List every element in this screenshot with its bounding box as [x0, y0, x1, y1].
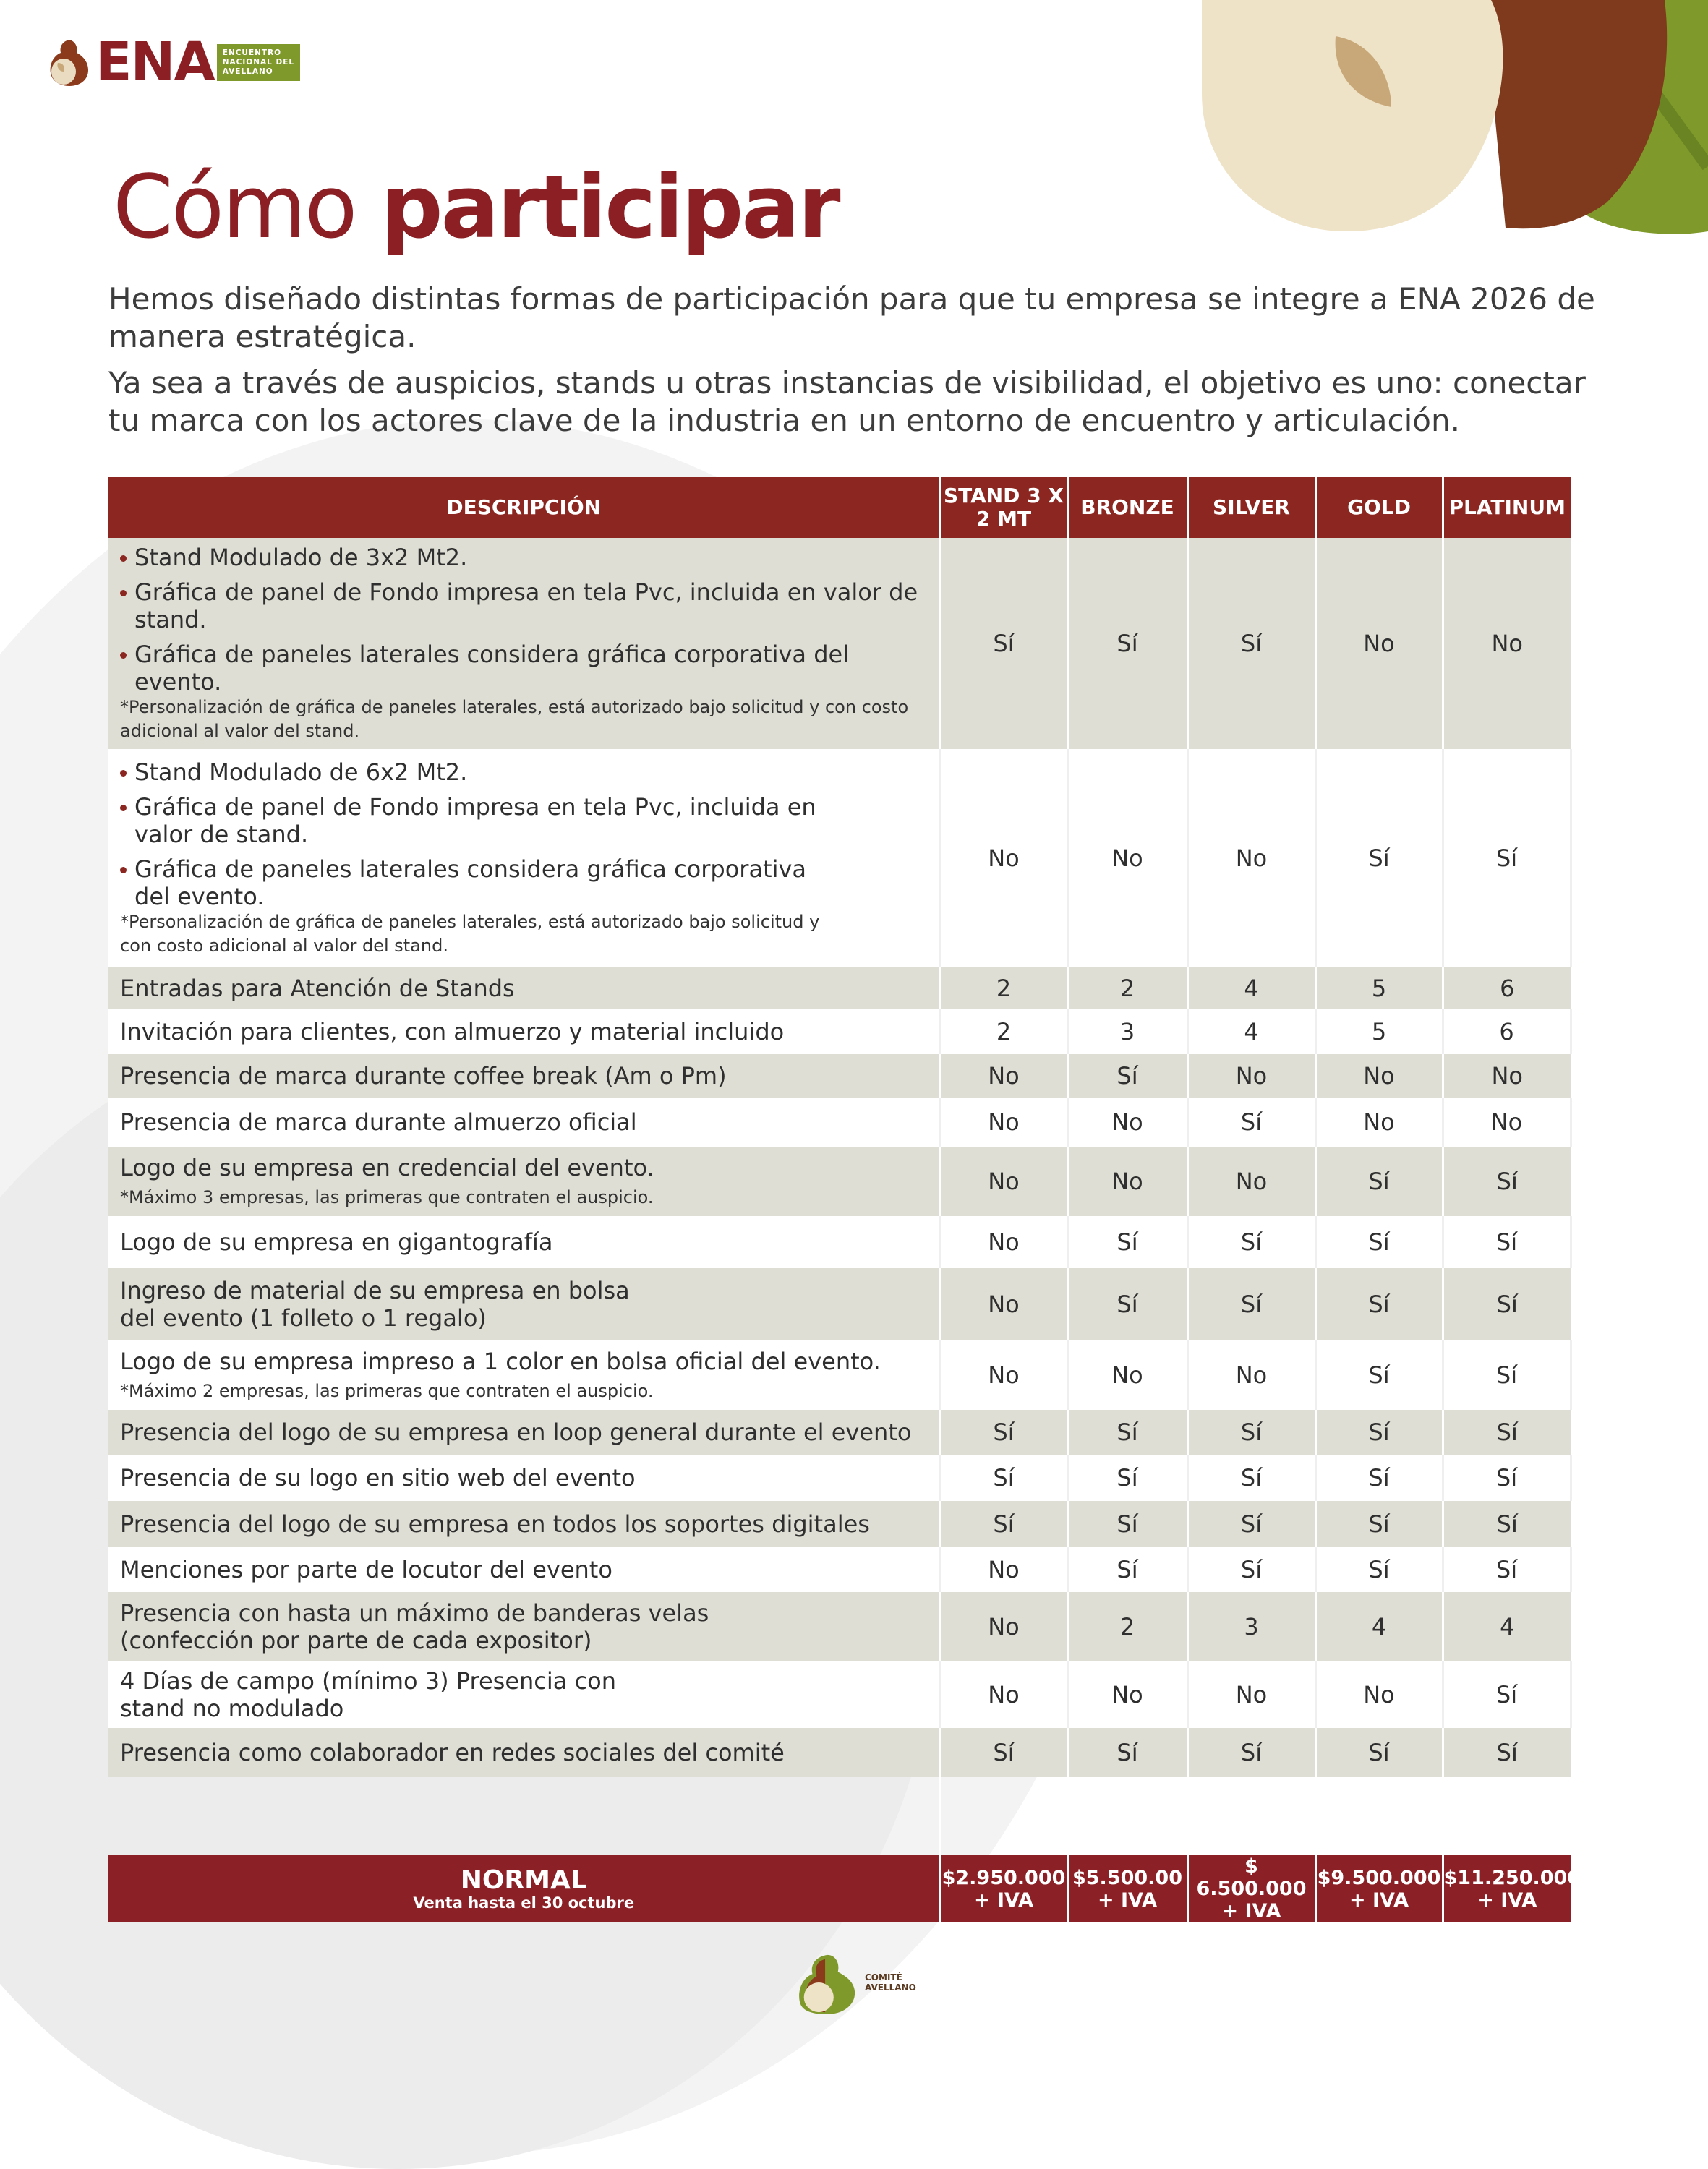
ena-logo	[48, 31, 300, 93]
col-header-silver: SILVER	[1187, 477, 1315, 538]
row-description: Stand Modulado de 6x2 Mt2. Gráfica de panel de Fondo impresa en tela Pvc, incluida en valor de stand. Gráfica de paneles laterales considera gráfica corporativa del evento. *Personalización de gráfica de paneles laterales, está autorizado bajo solicitud y con costo adicional al valor del stand.	[108, 749, 940, 967]
table-row	[108, 967, 1571, 1009]
table-row	[108, 1054, 1571, 1098]
cell-value: Sí	[1443, 1661, 1571, 1728]
col-header-bronze: BRONZE	[1067, 477, 1187, 538]
spacer-cell	[1067, 1777, 1187, 1855]
cell-value: Sí	[1443, 749, 1571, 967]
cell-value: No	[1187, 1147, 1315, 1216]
spacer-cell	[1187, 1777, 1315, 1855]
row-description: Presencia con hasta un máximo de banderas velas (confección por parte de cada expositor)	[108, 1592, 940, 1661]
table-row-stand-3x2	[108, 538, 1571, 749]
cell-value: No	[1315, 1098, 1443, 1147]
col-header-platinum: PLATINUM	[1443, 477, 1571, 538]
hazelnut-icon	[48, 37, 91, 87]
intro-paragraph-1: Hemos diseñado distintas formas de participación para que tu empresa se integre a ENA 2026 de manera estratégica.	[108, 281, 1595, 354]
cell-value: No	[1443, 1054, 1571, 1098]
row-description: Presencia de su logo en sitio web del evento	[108, 1455, 940, 1501]
cell-value: No	[940, 749, 1067, 967]
cell-value: Sí	[1443, 1216, 1571, 1268]
cell-value: No	[1067, 1098, 1187, 1147]
price-row	[108, 1855, 1571, 1922]
cell-value: No	[940, 1268, 1067, 1340]
cell-value: No	[1315, 538, 1443, 749]
page-title: Cómo participar	[113, 158, 839, 258]
cell-value: Sí	[1187, 1501, 1315, 1547]
cell-value: Sí	[1067, 1547, 1187, 1592]
intro-paragraph-2: Ya sea a través de auspicios, stands u otras instancias de visibilidad, el objetivo es uno: conectar tu marca con los actores clave de la industria en un entorno de encuentro y articulación.	[108, 365, 1586, 438]
cell-value: Sí	[940, 1455, 1067, 1501]
table-row	[108, 1455, 1571, 1501]
row-description: Invitación para clientes, con almuerzo y material incluido	[108, 1009, 940, 1054]
cell-value: 5	[1315, 967, 1443, 1009]
table-row	[108, 1147, 1571, 1216]
cell-value: No	[940, 1216, 1067, 1268]
row-description: Logo de su empresa impreso a 1 color en bolsa oficial del evento. *Máximo 2 empresas, las primeras que contraten el auspicio.	[108, 1340, 940, 1410]
cell-value: Sí	[1067, 538, 1187, 749]
cell-value: Sí	[1315, 1147, 1443, 1216]
cell-value: No	[940, 1661, 1067, 1728]
cell-value: Sí	[1067, 1728, 1187, 1777]
cell-value: Sí	[1067, 1268, 1187, 1340]
price-value: $9.500.000 + IVA	[1315, 1855, 1443, 1922]
cell-value: Sí	[940, 1728, 1067, 1777]
price-label: NORMAL Venta hasta el 30 octubre	[108, 1855, 940, 1922]
table-spacer	[108, 1777, 1571, 1855]
row-description: Logo de su empresa en credencial del evento. *Máximo 3 empresas, las primeras que contraten el auspicio.	[108, 1147, 940, 1216]
cell-value: 2	[1067, 1592, 1187, 1661]
cell-value: No	[1067, 1340, 1187, 1410]
cell-value: Sí	[1315, 1216, 1443, 1268]
cell-value: Sí	[1443, 1547, 1571, 1592]
cell-value: Sí	[1187, 1268, 1315, 1340]
comite-logo: COMITÉ AVELLANO	[795, 1951, 916, 2014]
cell-value: 6	[1443, 967, 1571, 1009]
cell-value: Sí	[1443, 1455, 1571, 1501]
hazelnut-illustration	[1202, 0, 1708, 239]
cell-value: Sí	[1315, 1455, 1443, 1501]
cell-value: Sí	[1315, 749, 1443, 967]
cell-value: Sí	[1315, 1547, 1443, 1592]
row-description: Menciones por parte de locutor del evento	[108, 1547, 940, 1592]
cell-value: Sí	[1315, 1728, 1443, 1777]
cell-value: No	[1067, 749, 1187, 967]
cell-value: No	[940, 1340, 1067, 1410]
cell-value: 3	[1067, 1009, 1187, 1054]
table-row	[108, 1268, 1571, 1340]
row-description: Entradas para Atención de Stands	[108, 967, 940, 1009]
spacer-cell	[940, 1777, 1067, 1855]
table-row	[108, 1501, 1571, 1547]
logo-wordmark: ENA	[95, 31, 214, 93]
table-row	[108, 1098, 1571, 1147]
cell-value: No	[940, 1054, 1067, 1098]
cell-value: 4	[1187, 967, 1315, 1009]
cell-value: No	[940, 1147, 1067, 1216]
table-row	[108, 1661, 1571, 1728]
cell-value: Sí	[1443, 1728, 1571, 1777]
cell-value: No	[940, 1098, 1067, 1147]
cell-value: 6	[1443, 1009, 1571, 1054]
row-description: Presencia del logo de su empresa en todos los soportes digitales	[108, 1501, 940, 1547]
price-value: $2.950.000 + IVA	[940, 1855, 1067, 1922]
cell-value: Sí	[1067, 1054, 1187, 1098]
cell-value: Sí	[940, 538, 1067, 749]
cell-value: Sí	[1067, 1410, 1187, 1455]
spacer-cell	[108, 1777, 940, 1855]
cell-value: No	[1315, 1054, 1443, 1098]
cell-value: Sí	[1067, 1501, 1187, 1547]
cell-value: 4	[1187, 1009, 1315, 1054]
cell-value: 2	[940, 1009, 1067, 1054]
row-note: *Máximo 2 empresas, las primeras que contraten el auspicio.	[120, 1380, 654, 1401]
cell-value: Sí	[1315, 1410, 1443, 1455]
table-row	[108, 1728, 1571, 1777]
row-note: *Máximo 3 empresas, las primeras que contraten el auspicio.	[120, 1186, 654, 1207]
intro-text	[108, 281, 1613, 448]
cell-value: Sí	[1443, 1147, 1571, 1216]
cell-value: Sí	[1443, 1501, 1571, 1547]
logo-subtitle: ENCUENTRO NACIONAL DEL AVELLANO	[217, 44, 300, 81]
table-row	[108, 1592, 1571, 1661]
cell-value: Sí	[1187, 1216, 1315, 1268]
cell-value: Sí	[1187, 1728, 1315, 1777]
cell-value: Sí	[1067, 1216, 1187, 1268]
table-row	[108, 1340, 1571, 1410]
col-header-gold: GOLD	[1315, 477, 1443, 538]
table-row-stand-6x2	[108, 749, 1571, 967]
row-description: Logo de su empresa en gigantografía	[108, 1216, 940, 1268]
cell-value: Sí	[1443, 1410, 1571, 1455]
cell-value: 4	[1315, 1592, 1443, 1661]
cell-value: Sí	[1187, 1410, 1315, 1455]
cell-value: Sí	[1315, 1501, 1443, 1547]
cell-value: No	[940, 1592, 1067, 1661]
row-description: Stand Modulado de 3x2 Mt2. Gráfica de panel de Fondo impresa en tela Pvc, incluida en valor de stand. Gráfica de paneles laterales considera gráfica corporativa del evento. *Personalización de gráfica de paneles laterales, está autorizado bajo solicitud y con costo adicional al valor del stand.	[108, 538, 940, 749]
cell-value: 2	[1067, 967, 1187, 1009]
cell-value: No	[1067, 1661, 1187, 1728]
cell-value: Sí	[1315, 1268, 1443, 1340]
cell-value: No	[1443, 538, 1571, 749]
cell-value: No	[1187, 1054, 1315, 1098]
col-header-descripcion: DESCRIPCIÓN	[108, 477, 940, 538]
row-description: 4 Días de campo (mínimo 3) Presencia con stand no modulado	[108, 1661, 940, 1728]
cell-value: Sí	[1187, 1098, 1315, 1147]
price-value: $ 6.500.000 + IVA	[1187, 1855, 1315, 1922]
row-description: Presencia como colaborador en redes sociales del comité	[108, 1728, 940, 1777]
cell-value: No	[1443, 1098, 1571, 1147]
cell-value: Sí	[1187, 538, 1315, 749]
cell-value: 4	[1443, 1592, 1571, 1661]
cell-value: Sí	[940, 1410, 1067, 1455]
cell-value: Sí	[1315, 1340, 1443, 1410]
cell-value: No	[1315, 1661, 1443, 1728]
spacer-cell	[1443, 1777, 1571, 1855]
cell-value: Sí	[1443, 1340, 1571, 1410]
cell-value: 3	[1187, 1592, 1315, 1661]
row-note: *Personalización de gráfica de paneles laterales, está autorizado bajo solicitud y con costo adicional al valor del stand.	[120, 912, 820, 956]
price-value: $5.500.00 + IVA	[1067, 1855, 1187, 1922]
cell-value: No	[1067, 1147, 1187, 1216]
cell-value: No	[940, 1547, 1067, 1592]
spacer-cell	[1315, 1777, 1443, 1855]
row-note: *Personalización de gráfica de paneles laterales, está autorizado bajo solicitud y con costo adicional al valor del stand.	[120, 697, 909, 741]
cell-value: Sí	[1187, 1455, 1315, 1501]
participation-table	[108, 477, 1581, 1922]
table-row	[108, 1410, 1571, 1455]
col-header-stand: STAND 3 X 2 MT	[940, 477, 1067, 538]
row-description: Presencia de marca durante almuerzo oficial	[108, 1098, 940, 1147]
cell-value: 5	[1315, 1009, 1443, 1054]
cell-value: No	[1187, 1661, 1315, 1728]
cell-value: Sí	[1443, 1268, 1571, 1340]
table-header	[108, 477, 1571, 538]
row-description: Presencia de marca durante coffee break (Am o Pm)	[108, 1054, 940, 1098]
row-description: Ingreso de material de su empresa en bolsa del evento (1 folleto o 1 regalo)	[108, 1268, 940, 1340]
price-value: $11.250.000 + IVA	[1443, 1855, 1571, 1922]
cell-value: 2	[940, 967, 1067, 1009]
table-row	[108, 1009, 1571, 1054]
hazelnut-icon	[795, 1951, 859, 2014]
row-description: Presencia del logo de su empresa en loop general durante el evento	[108, 1410, 940, 1455]
cell-value: Sí	[1187, 1547, 1315, 1592]
table-row	[108, 1547, 1571, 1592]
cell-value: No	[1187, 749, 1315, 967]
cell-value: No	[1187, 1340, 1315, 1410]
cell-value: Sí	[940, 1501, 1067, 1547]
cell-value: Sí	[1067, 1455, 1187, 1501]
table-row	[108, 1216, 1571, 1268]
